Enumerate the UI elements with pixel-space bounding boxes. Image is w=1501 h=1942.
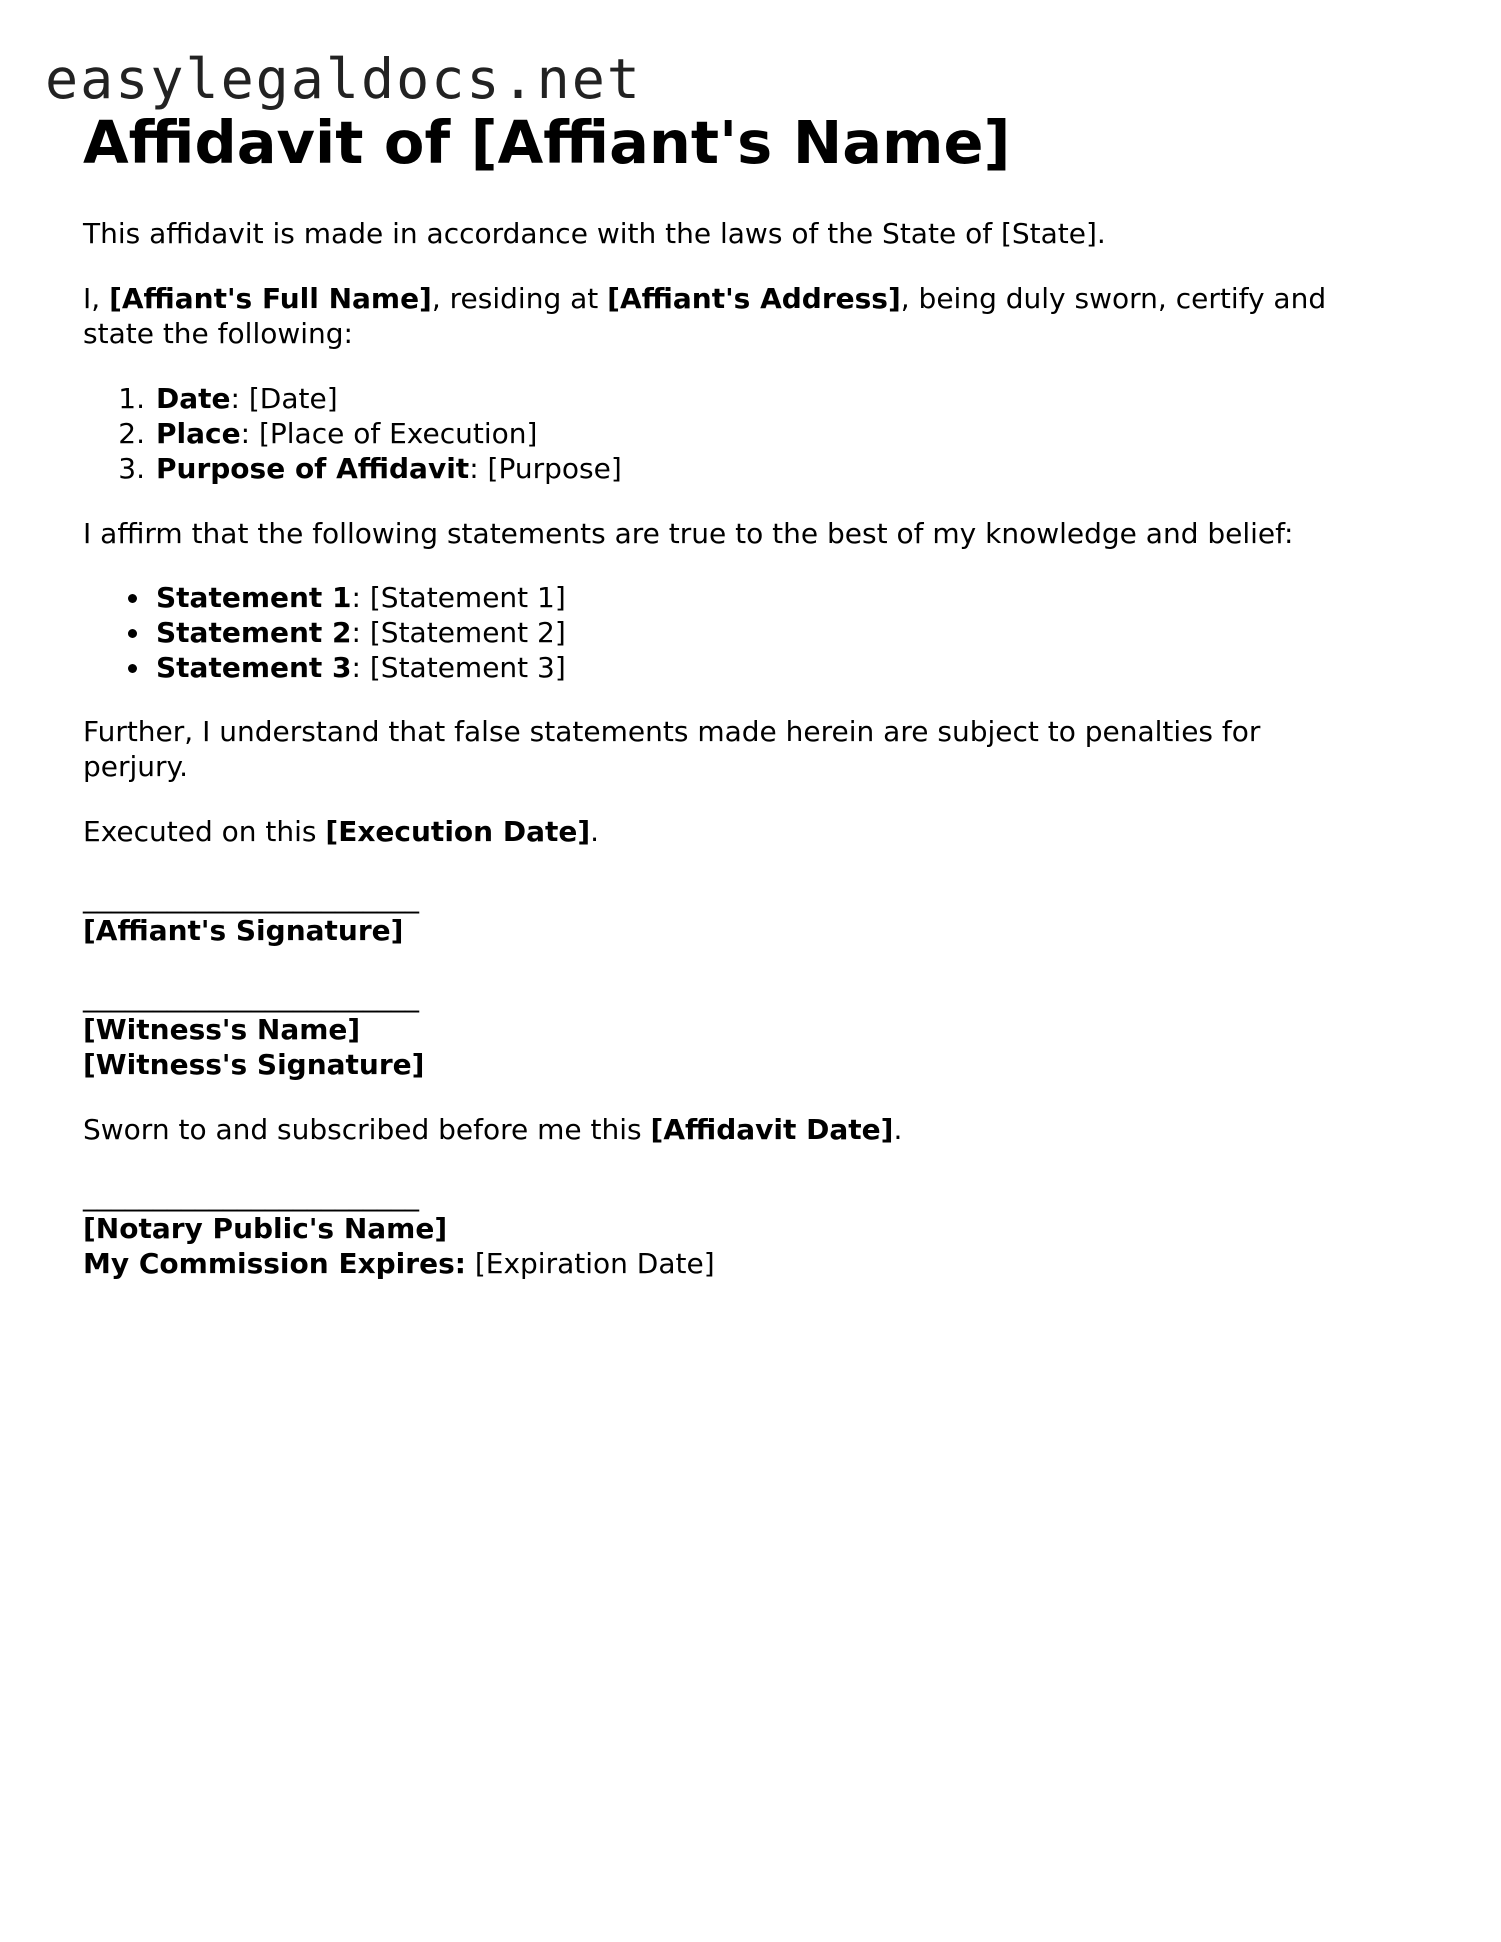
notary-signature-line: ________________________ bbox=[83, 1179, 419, 1212]
affiant-signature-line: ________________________ bbox=[83, 881, 419, 914]
expiration-date-placeholder: [Expiration Date] bbox=[465, 1247, 715, 1280]
document-title: Affidavit of [Affiant's Name] bbox=[83, 108, 1011, 177]
witness-name-label: [Witness's Name] bbox=[83, 1013, 361, 1046]
bullet-icon bbox=[128, 629, 137, 638]
bullet-icon bbox=[128, 664, 137, 673]
execution-date-placeholder: [Execution Date] bbox=[325, 815, 591, 848]
perjury-line-1: Further, I understand that false statements made herein are subject to penalties for bbox=[83, 715, 1261, 748]
executed-paragraph: Executed on this [Execution Date]. bbox=[83, 815, 600, 848]
commission-expires-line bbox=[83, 1246, 715, 1281]
intro-paragraph: This affidavit is made in accordance with the laws of the State of [State]. bbox=[83, 217, 1106, 250]
witness-signature-line: ________________________ bbox=[83, 980, 419, 1013]
commission-expires-label: My Commission Expires: bbox=[83, 1247, 466, 1280]
witness-signature-label: [Witness's Signature] bbox=[83, 1048, 425, 1081]
declaration-line-1: I, [Affiant's Full Name], residing at [Affiant's Address], being duly sworn, certify and bbox=[83, 282, 1327, 315]
declaration-line-2: state the following: bbox=[83, 317, 353, 350]
affiant-address-placeholder: [Affiant's Address] bbox=[607, 282, 901, 315]
perjury-line-2: perjury. bbox=[83, 750, 189, 783]
site-watermark: easylegaldocs.net bbox=[45, 47, 642, 111]
notary-name-label: [Notary Public's Name] bbox=[83, 1212, 448, 1245]
bullet-icon bbox=[128, 594, 137, 603]
affiant-name-placeholder: [Affiant's Full Name] bbox=[109, 282, 432, 315]
affiant-signature-label: [Affiant's Signature] bbox=[83, 914, 404, 947]
sworn-paragraph: Sworn to and subscribed before me this [Affidavit Date]. bbox=[83, 1113, 903, 1146]
affirm-paragraph: I affirm that the following statements are true to the best of my knowledge and belief: bbox=[83, 517, 1294, 550]
affidavit-date-placeholder: [Affidavit Date] bbox=[650, 1113, 894, 1146]
